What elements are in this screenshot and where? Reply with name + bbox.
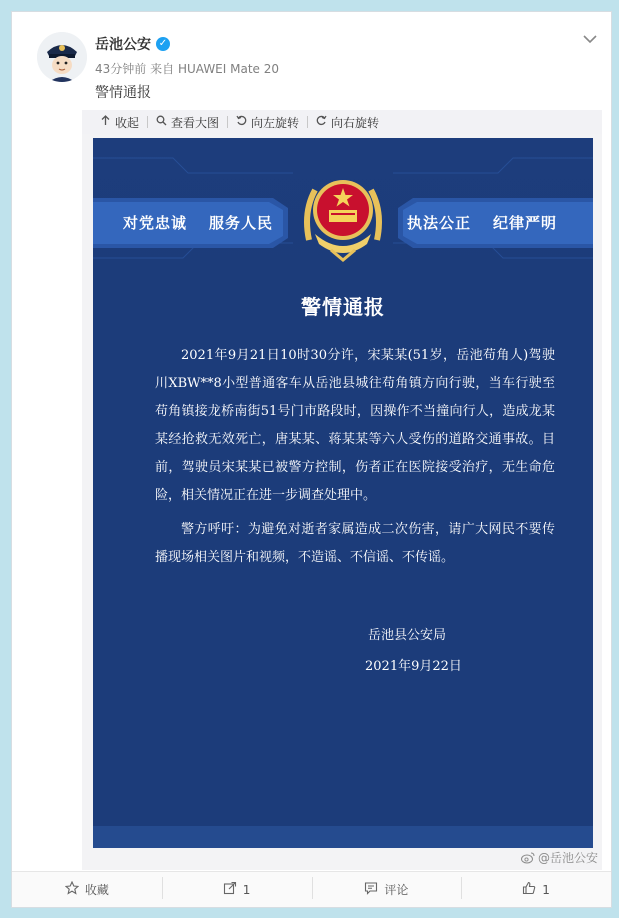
rotate-left-icon (236, 115, 247, 129)
post-time[interactable]: 43分钟前 (95, 62, 147, 76)
comment-button[interactable] (312, 881, 462, 899)
weibo-watermark (521, 849, 598, 866)
share-button[interactable] (162, 881, 312, 899)
collapse-button[interactable] (92, 114, 147, 131)
image-toolbar (82, 110, 602, 134)
banner-slogan-1: 对党忠诚 (123, 214, 188, 232)
poster-body (155, 342, 555, 572)
police-cartoon-avatar-icon (37, 32, 87, 82)
source-prefix: 来自 (150, 62, 175, 76)
favorite-label: 收藏 (84, 883, 109, 897)
like-button[interactable] (461, 881, 611, 899)
magnifier-icon (156, 115, 167, 129)
poster-footer-band (93, 826, 593, 848)
image-viewer[interactable] (82, 134, 602, 870)
rotate-right-icon (316, 115, 327, 129)
banner-slogan-2: 服务人民 (209, 214, 274, 232)
banner-slogan-4: 纪律严明 (493, 214, 558, 232)
rotate-left-label: 向左旋转 (251, 115, 300, 130)
comment-icon (364, 881, 378, 899)
rotate-right-button[interactable] (308, 114, 387, 131)
police-notice-poster (93, 138, 593, 848)
view-large-button[interactable] (148, 114, 227, 131)
verified-badge-icon: ✓ (156, 37, 170, 51)
source-device: HUAWEI Mate 20 (177, 62, 279, 76)
comment-label: 评论 (384, 883, 409, 897)
post-meta (95, 60, 279, 77)
poster-title: 警情通报 (301, 295, 385, 319)
username[interactable]: 岳池公安 (95, 37, 151, 53)
username-row (95, 34, 170, 54)
view-large-label: 查看大图 (171, 115, 220, 130)
rotate-left-button[interactable] (228, 114, 307, 131)
banner-slogan-3: 执法公正 (407, 214, 472, 232)
share-icon (223, 881, 237, 899)
signature-org: 岳池县公安局 (368, 628, 447, 643)
share-count: 1 (242, 882, 251, 897)
post-actions-bar (12, 871, 611, 907)
post-text: 警情通报 (95, 85, 151, 101)
watermark-text: @岳池公安 (537, 851, 598, 865)
avatar[interactable] (37, 32, 87, 82)
collapse-label: 收起 (115, 115, 140, 130)
notice-paragraph-1: 2021年9月21日10时30分许，宋某某(51岁，岳池苟角人)驾驶川XBW**8小型普通客车从岳池县城往苟角镇方向行驶，当车行驶至苟角镇接龙桥南街51号门市路段时，因操作不当撞向行人，造成龙某某经抢救无效死亡，唐某某、蒋某某等六人受伤的道路交通事故。目前，驾驶员宋某某已被警方控制，伤者正在医院接受治疗，无生命危险，相关情况正在进一步调查处理中。 (155, 348, 555, 503)
like-count: 1 (542, 882, 550, 897)
chevron-down-icon[interactable] (583, 32, 597, 48)
weibo-post-card (11, 11, 612, 908)
thumbs-up-icon (522, 881, 536, 899)
weibo-logo-icon (521, 852, 535, 864)
star-icon (65, 881, 79, 899)
signature-date: 2021年9月22日 (365, 659, 462, 674)
rotate-right-label: 向右旋转 (331, 115, 380, 130)
police-emblem-icon (301, 172, 385, 262)
notice-paragraph-2: 警方呼吁：为避免对逝者家属造成二次伤害，请广大网民不要传播现场相关图片和视频，不造谣、不信谣、不传谣。 (155, 522, 555, 565)
collapse-up-icon (100, 115, 111, 129)
favorite-button[interactable] (12, 881, 162, 899)
